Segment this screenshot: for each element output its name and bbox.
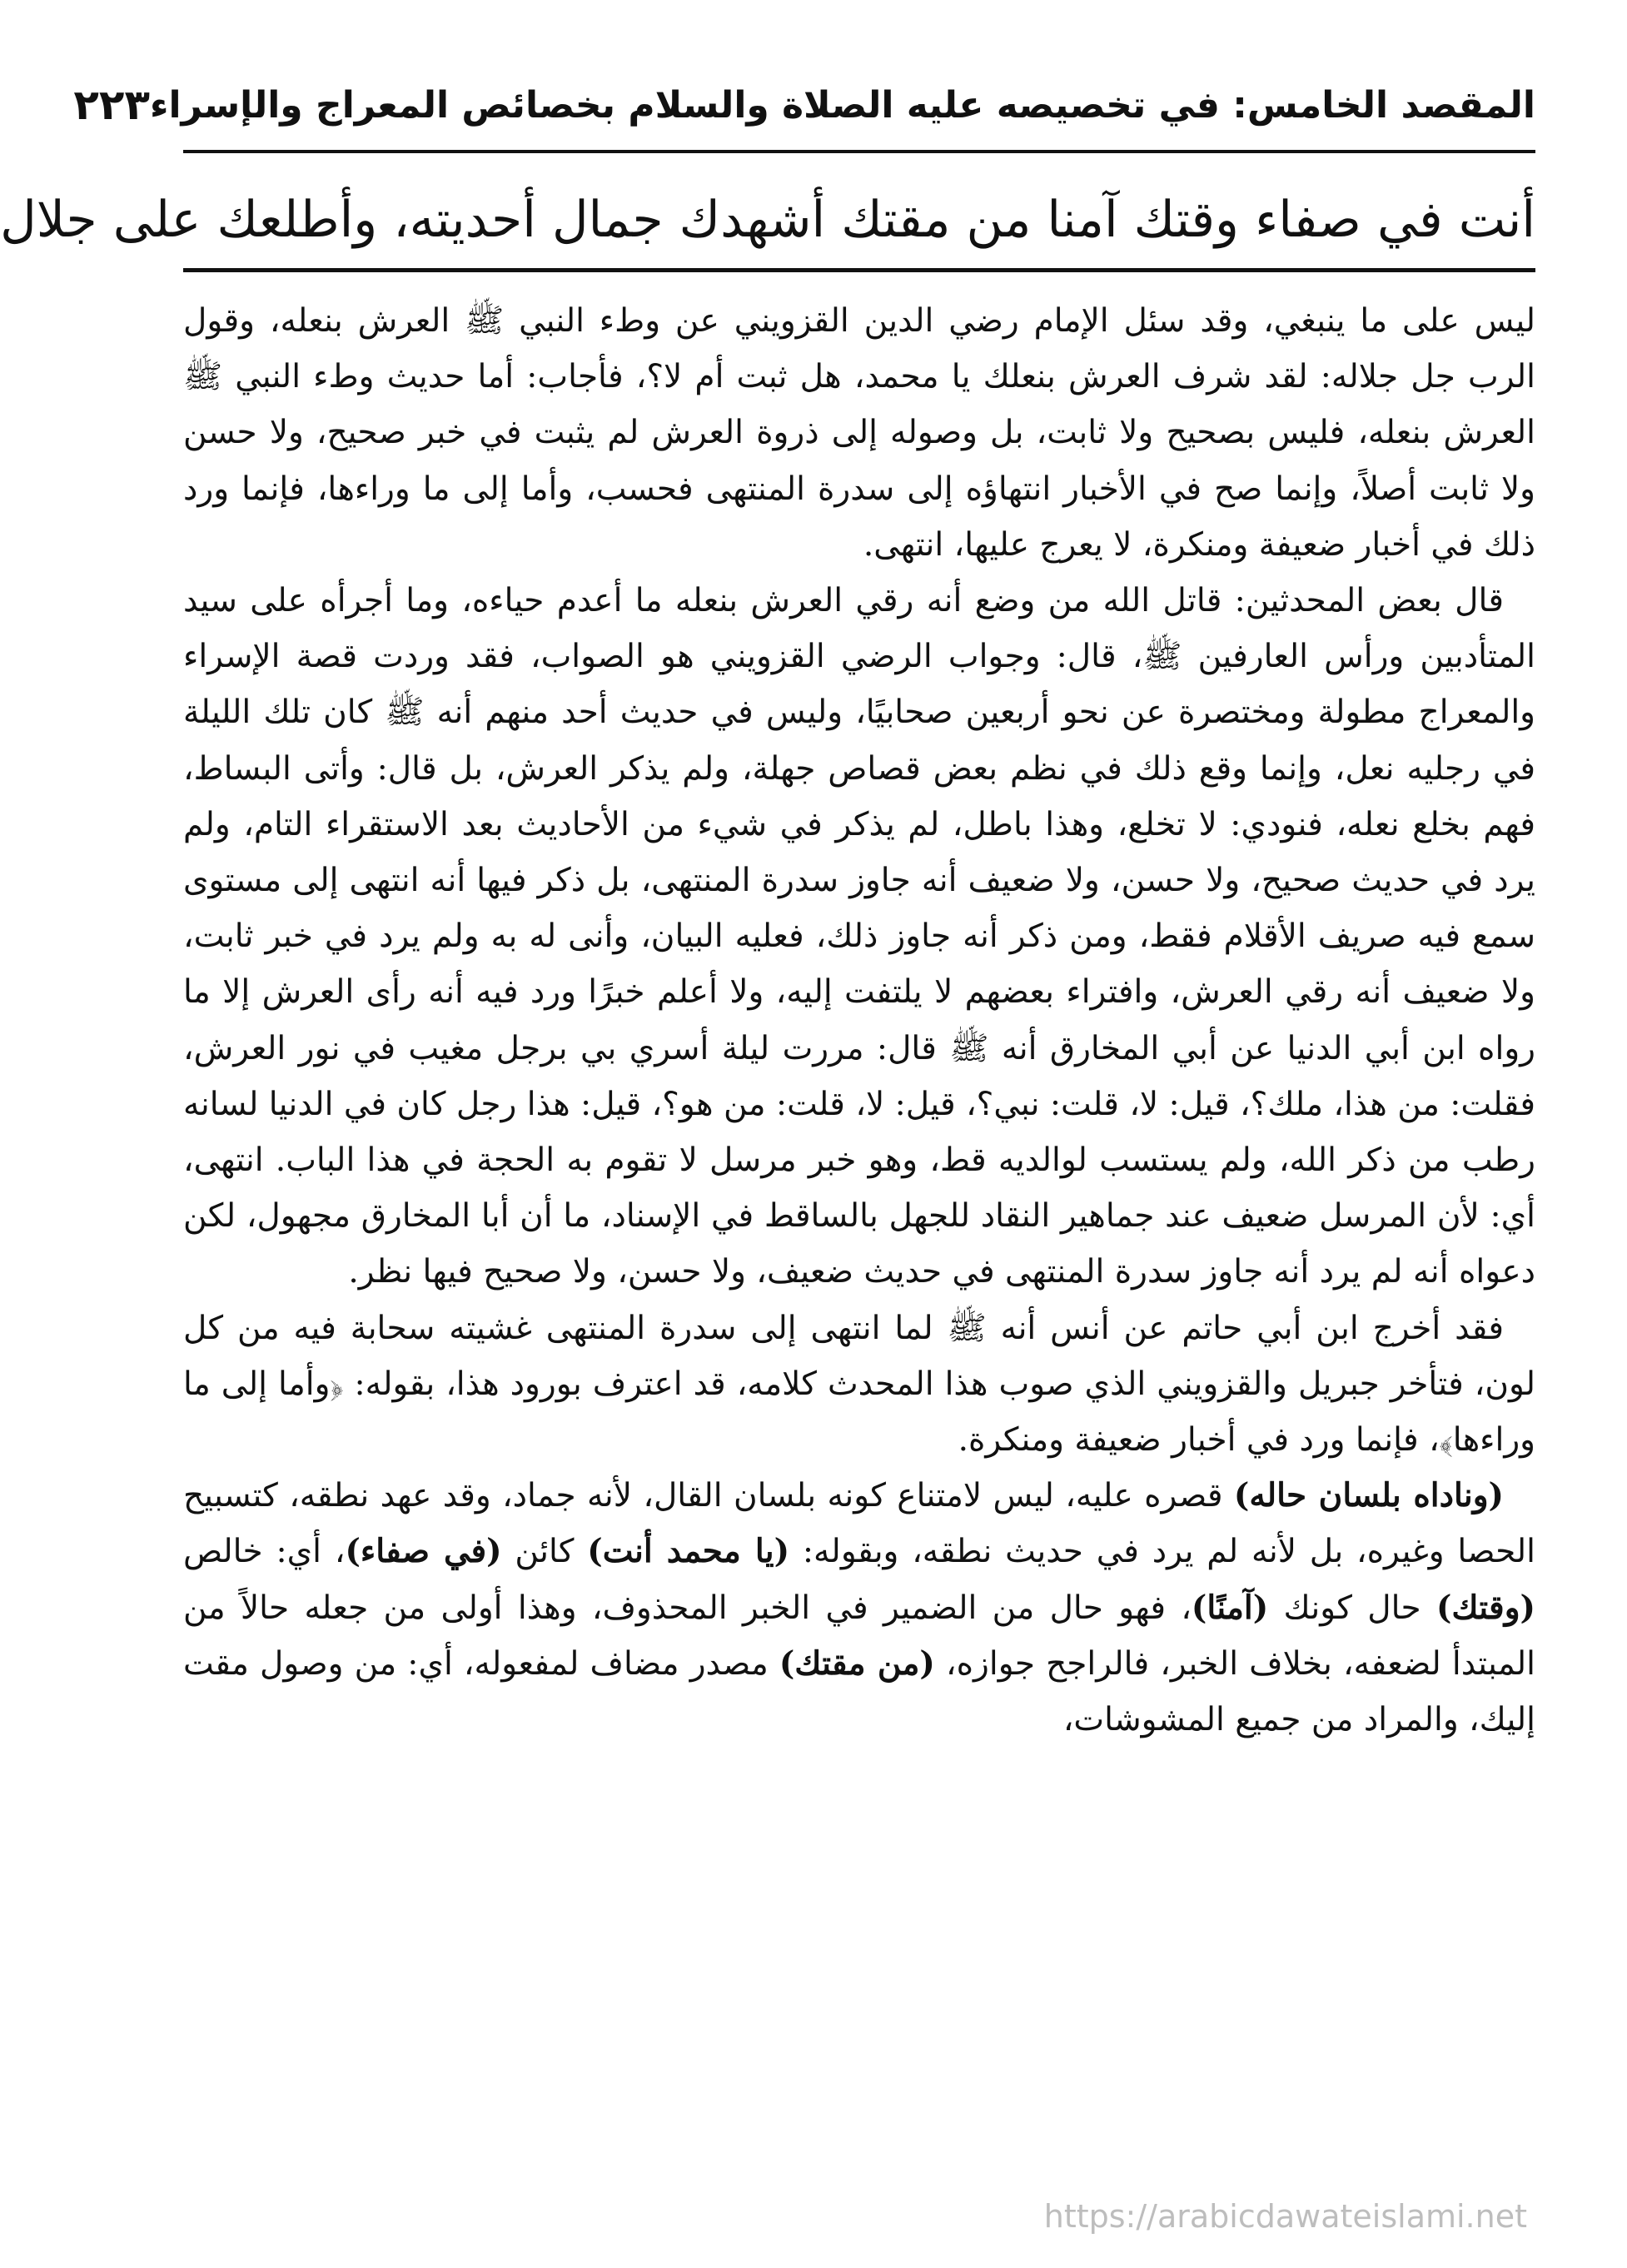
commentary-paragraph-3: فقد أخرج ابن أبي حاتم عن أنس أنه ﷺ لما انتهى إلى سدرة المنتهى غشيته سحابة فيه من كل لون، فتأخر جبريل والقزويني الذي صوب هذا المحدث كلامه، قد اعترف بورود هذا، بقوله: ﴿وأما إلى ما وراءها﴾، فإنما ورد في أخبار ضعيفة ومنكرة. — [183, 1309, 1535, 1460]
quoted-matn: (وقتك) — [1435, 1588, 1535, 1627]
commentary-body — [183, 293, 1535, 1748]
commentary-text: كائن — [501, 1533, 588, 1571]
commentary-text: مصدر مضاف لمفعوله، أي: من وصول مقت إليك، والمراد من جميع المشوشات، — [183, 1644, 1535, 1739]
quoted-matn: (يا محمد أنت) — [587, 1532, 790, 1571]
commentary-paragraph-1: ليس على ما ينبغي، وقد سئل الإمام رضي الدين القزويني عن وطء النبي ﷺ العرش بنعله، وقول الرب جل جلاله: لقد شرف العرش بنعلك يا محمد، هل ثبت أم لا؟، فأجاب: أما حديث وطء النبي ﷺ العرش بنعله، فليس بصحيح ولا ثابت، بل وصوله إلى ذروة العرش لم يثبت في خبر صحيح، ولا حسن ولا ثابت أصلاً، وإنما صح في الأخبار انتهاؤه إلى سدرة المنتهى فحسب، وأما إلى ما وراءها، فإنما ورد ذلك في أخبار ضعيفة ومنكرة، لا يعرج عليها، انتهى. — [183, 302, 1535, 564]
quoted-matn: (وناداه بلسان حاله) — [1233, 1476, 1504, 1515]
quoted-matn: (في صفاء) — [345, 1532, 502, 1571]
running-header — [73, 72, 1535, 138]
page-number: ٢٢٣ — [73, 81, 150, 129]
running-title: المقصد الخامس: في تخصيصه عليه الصلاة والسلام بخصائص المعراج والإسراء — [149, 83, 1535, 127]
source-watermark: https://arabicdawateislami.net — [1043, 2198, 1527, 2235]
main-text-divider — [183, 268, 1535, 272]
commentary-text: ، أي: خالص — [183, 1533, 346, 1571]
quoted-matn: (آمنًا) — [1191, 1588, 1269, 1627]
commentary-text: قصره عليه، ليس لامتناع كونه بلسان القال، لأنه جماد، وقد عهد نطقه، كتسبيح الحصا وغيره، بل لأنه لم يرد في حديث نطقه، وبقوله: — [183, 1477, 1536, 1571]
header-divider — [183, 150, 1535, 153]
commentary-text: ، فهو حال من الضمير في الخبر المحذوف، وهذا أولى من جعله حالاً من المبتدأ لضعفه، بخلاف الخبر، فالراجح جوازه، — [183, 1589, 1535, 1683]
main-text-line: أنت في صفاء وقتك آمنا من مقتك أشهدك جمال أحديته، وأطلعك على جلال — [0, 191, 1535, 249]
commentary-paragraph-2: قال بعض المحدثين: قاتل الله من وضع أنه رقي العرش بنعله ما أعدم حياءه، وما أجرأه على سيد المتأدبين ورأس العارفين ﷺ، قال: وجواب الرضي القزويني هو الصواب، فقد وردت قصة الإسراء والمعراج مطولة ومختصرة عن نحو أربعين صحابيًا، وليس في حديث أحد منهم أنه ﷺ كان تلك الليلة في رجليه نعل، وإنما وقع ذلك في نظم بعض قصاص جهلة، ولم يذكر العرش، بل قال: وأتى البساط، فهم بخلع نعله، فنودي: لا تخلع، وهذا باطل، لم يذكر في شيء من الأحاديث بعد الاستقراء التام، ولم يرد في حديث صحيح، ولا حسن، ولا ضعيف أنه جاوز سدرة المنتهى، بل ذكر فيها أنه انتهى إلى مستوى سمع فيه صريف الأقلام فقط، ومن ذكر أنه جاوز ذلك، فعليه البيان، وأنى له به ولم يرد في خبر ثابت، ولا ضعيف أنه رقي العرش، وافتراء بعضهم لا يلتفت إليه، ولا أعلم خبرًا ورد فيه أنه رأى العرش إلا ما رواه ابن أبي الدنيا عن أبي المخارق أنه ﷺ قال: مررت ليلة أسري بي برجل مغيب في نور العرش، فقلت: من هذا، ملك؟، قيل: لا، قلت: نبي؟، قيل: لا، قلت: من هو؟، قيل: هذا رجل كان في الدنيا لسانه رطب من ذكر الله، ولم يستسب لوالديه قط، وهو خبر مرسل لا تقوم به الحجة في هذا الباب. انتهى، أي: لأن المرسل ضعيف عند جماهير النقاد للجهل بالساقط في الإسناد، ما أن أبا المخارق مجهول، لكن دعواه أنه لم يرد أنه جاوز سدرة المنتهى في حديث ضعيف، ولا حسن، ولا صحيح فيها نظر. — [183, 582, 1535, 1291]
commentary-paragraph-4 — [183, 1468, 1535, 1748]
quoted-matn: (من مقتك) — [779, 1644, 935, 1683]
commentary-text: حال كونك — [1268, 1589, 1436, 1627]
